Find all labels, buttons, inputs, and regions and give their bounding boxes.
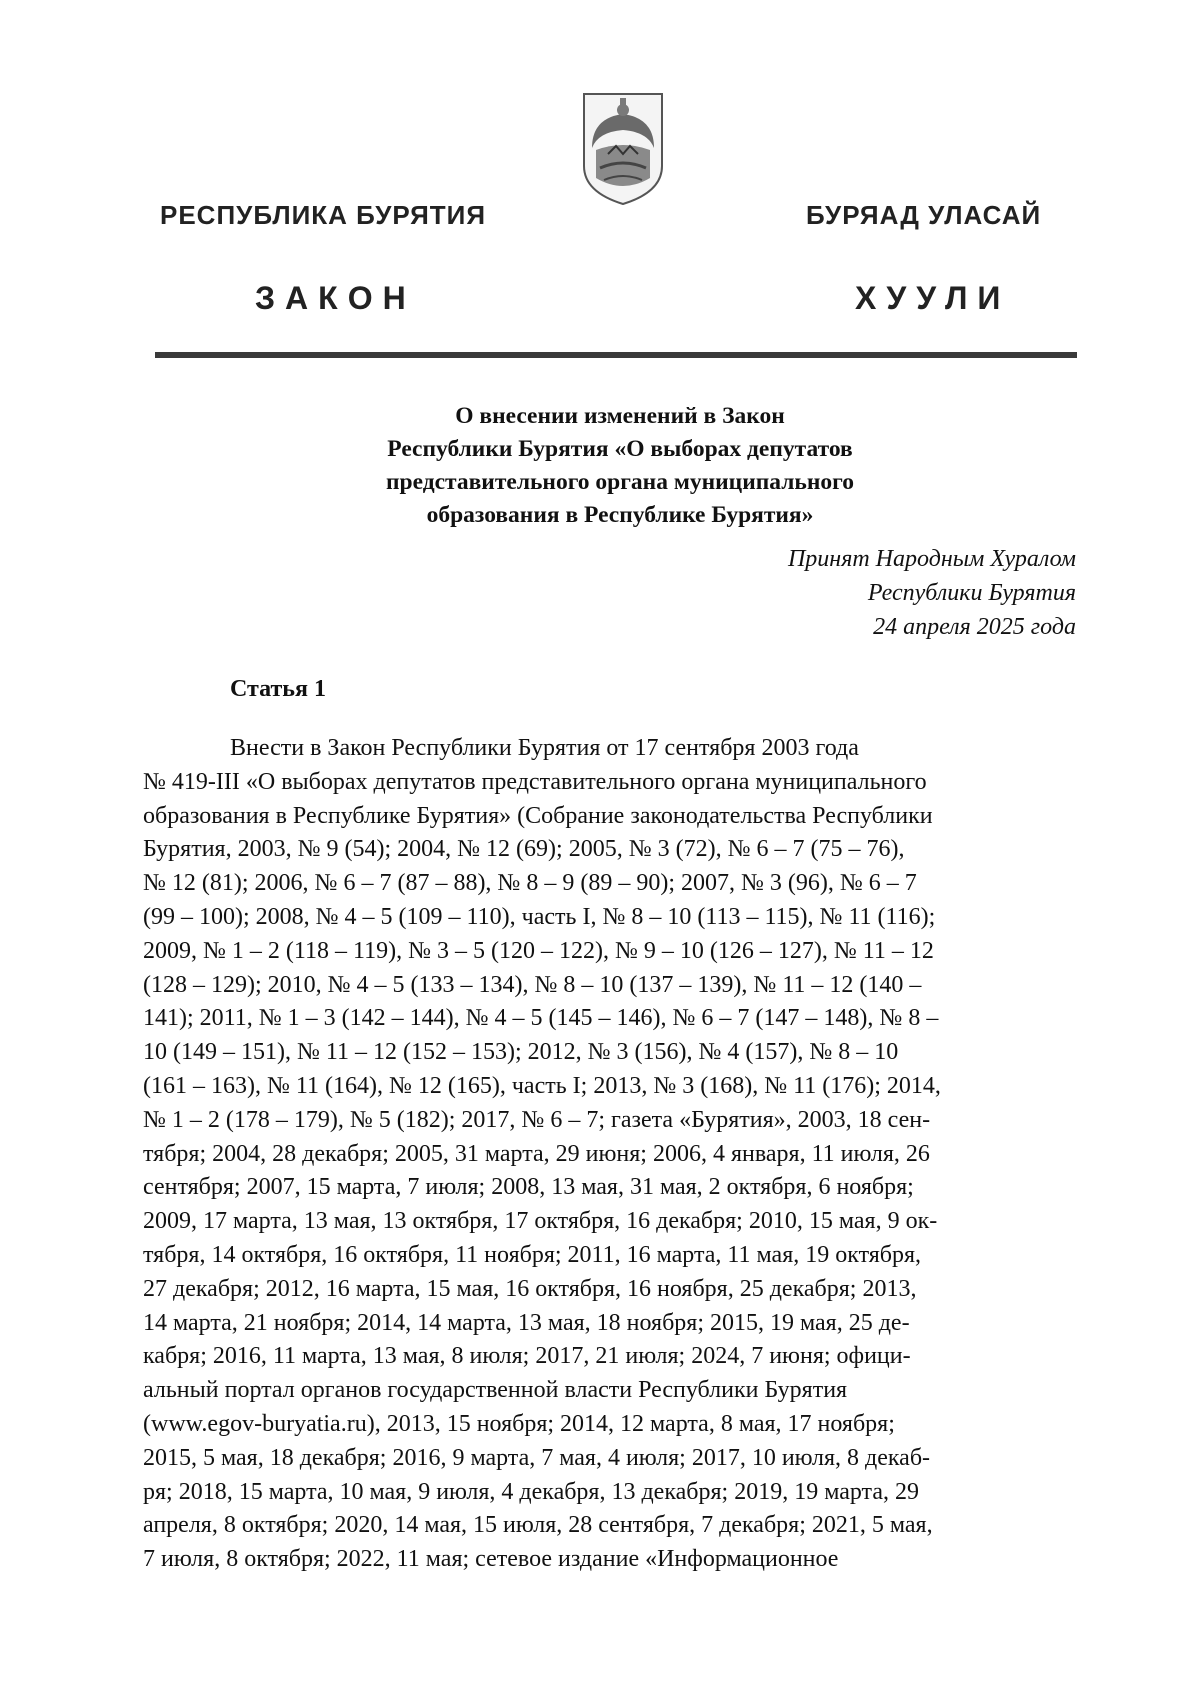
article-heading: Статья 1 bbox=[230, 676, 326, 702]
body-line: № 419-III «О выборах депутатов представительного органа муниципального bbox=[143, 768, 927, 795]
body-line: № 1 – 2 (178 – 179), № 5 (182); 2017, № 6 – 7; газета «Бурятия», 2003, 18 сен- bbox=[143, 1106, 931, 1133]
law-title-line: О внесении изменений в Закон bbox=[455, 403, 785, 429]
adoption-note-line: Принят Народным Хуралом bbox=[787, 546, 1076, 572]
republic-name-ru: РЕСПУБЛИКА БУРЯТИЯ bbox=[160, 200, 487, 230]
header-divider bbox=[155, 352, 1077, 358]
body-line: (128 – 129); 2010, № 4 – 5 (133 – 134), № 8 – 10 (137 – 139), № 11 – 12 (140 – bbox=[143, 971, 922, 998]
body-line: Внести в Закон Республики Бурятия от 17 сентября 2003 года bbox=[230, 735, 859, 761]
body-line: образования в Республике Бурятия» (Собрание законодательства Республики bbox=[143, 802, 933, 829]
body-line: апреля, 8 октября; 2020, 14 мая, 15 июля, 28 сентября, 7 декабря; 2021, 5 мая, bbox=[143, 1512, 933, 1539]
body-line: 7 июля, 8 октября; 2022, 11 мая; сетевое издание «Информационное bbox=[143, 1546, 839, 1573]
body-line: тября, 14 октября, 16 октября, 11 ноября; 2011, 16 марта, 11 мая, 19 октября, bbox=[143, 1241, 922, 1268]
body-line: 2015, 5 мая, 18 декабря; 2016, 9 марта, 7 мая, 4 июля; 2017, 10 июля, 8 декаб- bbox=[143, 1444, 931, 1471]
adoption-note-line: 24 апреля 2025 года bbox=[873, 614, 1076, 640]
law-title-line: представительного органа муниципального bbox=[385, 469, 854, 495]
body-line: 2009, № 1 – 2 (118 – 119), № 3 – 5 (120 – 122), № 9 – 10 (126 – 127), № 11 – 12 bbox=[143, 937, 934, 964]
law-label-ru: ЗАКОН bbox=[255, 280, 416, 316]
body-line: сентября; 2007, 15 марта, 7 июля; 2008, 13 мая, 31 мая, 2 октября, 6 ноября; bbox=[143, 1174, 914, 1201]
body-line: 14 марта, 21 ноября; 2014, 14 марта, 13 мая, 18 ноября; 2015, 19 мая, 25 де- bbox=[143, 1309, 910, 1336]
coat-of-arms-icon bbox=[578, 88, 668, 208]
adoption-note bbox=[788, 542, 1076, 644]
body-line: 141); 2011, № 1 – 3 (142 – 144), № 4 – 5 (145 – 146), № 6 – 7 (147 – 148), № 8 – bbox=[143, 1005, 939, 1032]
law-title bbox=[240, 400, 1000, 532]
body-line: кабря; 2016, 11 марта, 13 мая, 8 июля; 2017, 21 июля; 2024, 7 июня; офици- bbox=[143, 1343, 911, 1370]
body-line: (99 – 100); 2008, № 4 – 5 (109 – 110), часть I, № 8 – 10 (113 – 115), № 11 (116); bbox=[143, 903, 936, 930]
body-line: 27 декабря; 2012, 16 марта, 15 мая, 16 октября, 16 ноября, 25 декабря; 2013, bbox=[143, 1275, 917, 1302]
body-line: Бурятия, 2003, № 9 (54); 2004, № 12 (69); 2005, № 3 (72), № 6 – 7 (75 – 76), bbox=[143, 836, 905, 863]
adoption-note-line: Республики Бурятия bbox=[867, 580, 1076, 606]
body-line: 10 (149 – 151), № 11 – 12 (152 – 153); 2012, № 3 (156), № 4 (157), № 8 – 10 bbox=[143, 1039, 899, 1066]
body-line: ря; 2018, 15 марта, 10 мая, 9 июля, 4 декабря, 13 декабря; 2019, 19 марта, 29 bbox=[143, 1478, 919, 1505]
body-line: (www.egov-buryatia.ru), 2013, 15 ноября; 2014, 12 марта, 8 мая, 17 ноября; bbox=[143, 1410, 895, 1437]
republic-name-buryat: БУРЯАД УЛАСАЙ bbox=[806, 200, 1042, 230]
article-body bbox=[143, 732, 1077, 1577]
body-line: 2009, 17 марта, 13 мая, 13 октября, 17 октября, 16 декабря; 2010, 15 мая, 9 ок- bbox=[143, 1208, 938, 1235]
body-line: альный портал органов государственной власти Республики Бурятия bbox=[143, 1377, 848, 1404]
law-title-line: образования в Республике Бурятия» bbox=[426, 502, 814, 528]
body-line: № 12 (81); 2006, № 6 – 7 (87 – 88), № 8 – 9 (89 – 90); 2007, № 3 (96), № 6 – 7 bbox=[143, 870, 917, 897]
law-label-buryat: ХУУЛИ bbox=[855, 280, 1011, 316]
body-line: (161 – 163), № 11 (164), № 12 (165), часть I; 2013, № 3 (168), № 11 (176); 2014, bbox=[143, 1072, 941, 1099]
body-line: тября; 2004, 28 декабря; 2005, 31 марта, 29 июня; 2006, 4 января, 11 июля, 26 bbox=[143, 1140, 930, 1167]
law-title-line: Республики Бурятия «О выборах депутатов bbox=[387, 436, 853, 462]
